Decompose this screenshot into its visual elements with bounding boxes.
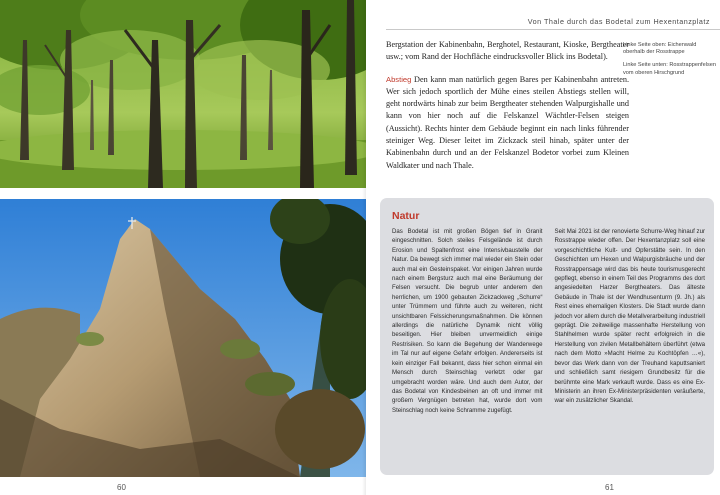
paragraph-lead: Abstieg — [386, 74, 412, 84]
info-box-column-1: Das Bodetal ist mit großen Bögen tief in Granit eingeschnitten. Solch steiles Felsgelände ist durch Erosion und Spaltenfrost eine Intensivbaustelle der Natur. Da bewegt sich immer mal wieder ein Stein oder auch mal ein Gesteinspaket. Vor einigen Jahren wurde nach einem Bergsturz auch mal eine Beräumung der Felsen versucht. Die begrub unter anderem den herrlichen, um 1900 gebauten Zickzackweg „Schurre“ unter Trümmern und führte auch zu weiteren, nicht unsichtbaren Felssicherungsmaßnahmen. Die können allerdings die natürliche Dynamik nicht völlig beseitigen. Hier bleiben unvermeidlich einige Restrisiken. So kann die Begehung der Wanderwege im Tal nur auf eigene Gefahr erfolgen. Andererseits ist kein einziger Fall bekannt, dass hier schon einmal ein Mensch durch Steinschlag verletzt oder gar umgebracht worden wäre. Und auch dem Autor, der das Bodetal von Kindesbeinen an oft und immer mit großem Vergnügen betreten hat, wurde dort vom Steinschlag noch keine Schramme zugefügt. — [392, 228, 543, 414]
info-box-columns — [392, 227, 705, 415]
info-box — [380, 198, 714, 475]
page-number-right: 61 — [605, 483, 614, 492]
paragraph-2-body: Den kann man natürlich gegen Bares per Kabinenbahn antreten. Wer sich jedoch sportlich der Mühe eines steilen Abstiegs stellen will, geht nordwärts hinab zur beim Bergtheater stehenden Walpurgishalle und kann von hier noch auf die Felskanzel Wächtler-Felsen steigen (Aussicht). Rechts hinter dem Gebäude beginnt ein nach links führender steiniger Weg. Dieser leitet im Zickzack steil hinab, später unter der Kabinenbahn durch und an der Felskanzel Bodetor vorbei zum Kleinen Waldkater und nach Thale. — [386, 74, 629, 170]
header-rule — [386, 29, 720, 30]
caption-bottom: Linke Seite unten: Rosstrappenfelsen vom oberen Hirschgrund — [623, 62, 716, 76]
page-number-left: 60 — [117, 483, 126, 492]
main-text — [386, 39, 629, 172]
running-head: Von Thale durch das Bodetal zum Hexentanzplatz — [527, 17, 710, 26]
info-box-title: Natur — [392, 210, 420, 222]
info-box-column-2: Seit Mai 2021 ist der renovierte Schurre-Weg hinauf zur Rosstrappe wieder offen. Der Hexentanzplatz soll eine vorgeschichtliche Kult- und Opferstätte sein. In den Geschichten um Hexen und Walpurgisbräuche und der Rosstrappensage wird das bis heute tourismusgerecht gepflegt, ebenso in einem Teil des Programms des dort angesiedelten Harzer Bergtheaters. Das älteste Gebäude in Thale ist der Wendhusenturm (9. Jh.) als Rest eines ehemaligen Klosters. Die Stadt wurde dann jedoch vor allem durch die Metallverarbeitung industriell geprägt. Die zeitweilige massenhafte Herstellung von Stahlhelmen wurde später recht erfolgreich in die Herstellung von zivilen Metallbehältern überführt (etwa nach dem Motto »Macht Helme zu Kochtöpfen …«), bevor das Werk dann von der Treuhand kaputtsaniert und schließlich samt riesigem Grundbesitz für die berühmte eine Mark verkauft wurde. Dass es eine Ex-Ministerin an ihren Ex-Ministerpräsidenten veräußerte, war ein zusätzlicher Skandal. — [554, 228, 705, 405]
paragraph-1: Bergstation der Kabinenbahn, Berghotel, Restaurant, Kioske, Bergtheater usw.; vom Rand der Hochfläche eindrucksvoller Blick ins Bodetal). — [386, 40, 629, 62]
paragraph-2 — [386, 74, 629, 172]
right-page — [366, 0, 720, 495]
photo-captions — [623, 42, 718, 77]
forest-photo — [0, 0, 366, 188]
caption-top: Linke Seite oben: Eichenwald oberhalb der Rosstrappe — [623, 42, 697, 56]
rock-photo — [0, 199, 366, 477]
